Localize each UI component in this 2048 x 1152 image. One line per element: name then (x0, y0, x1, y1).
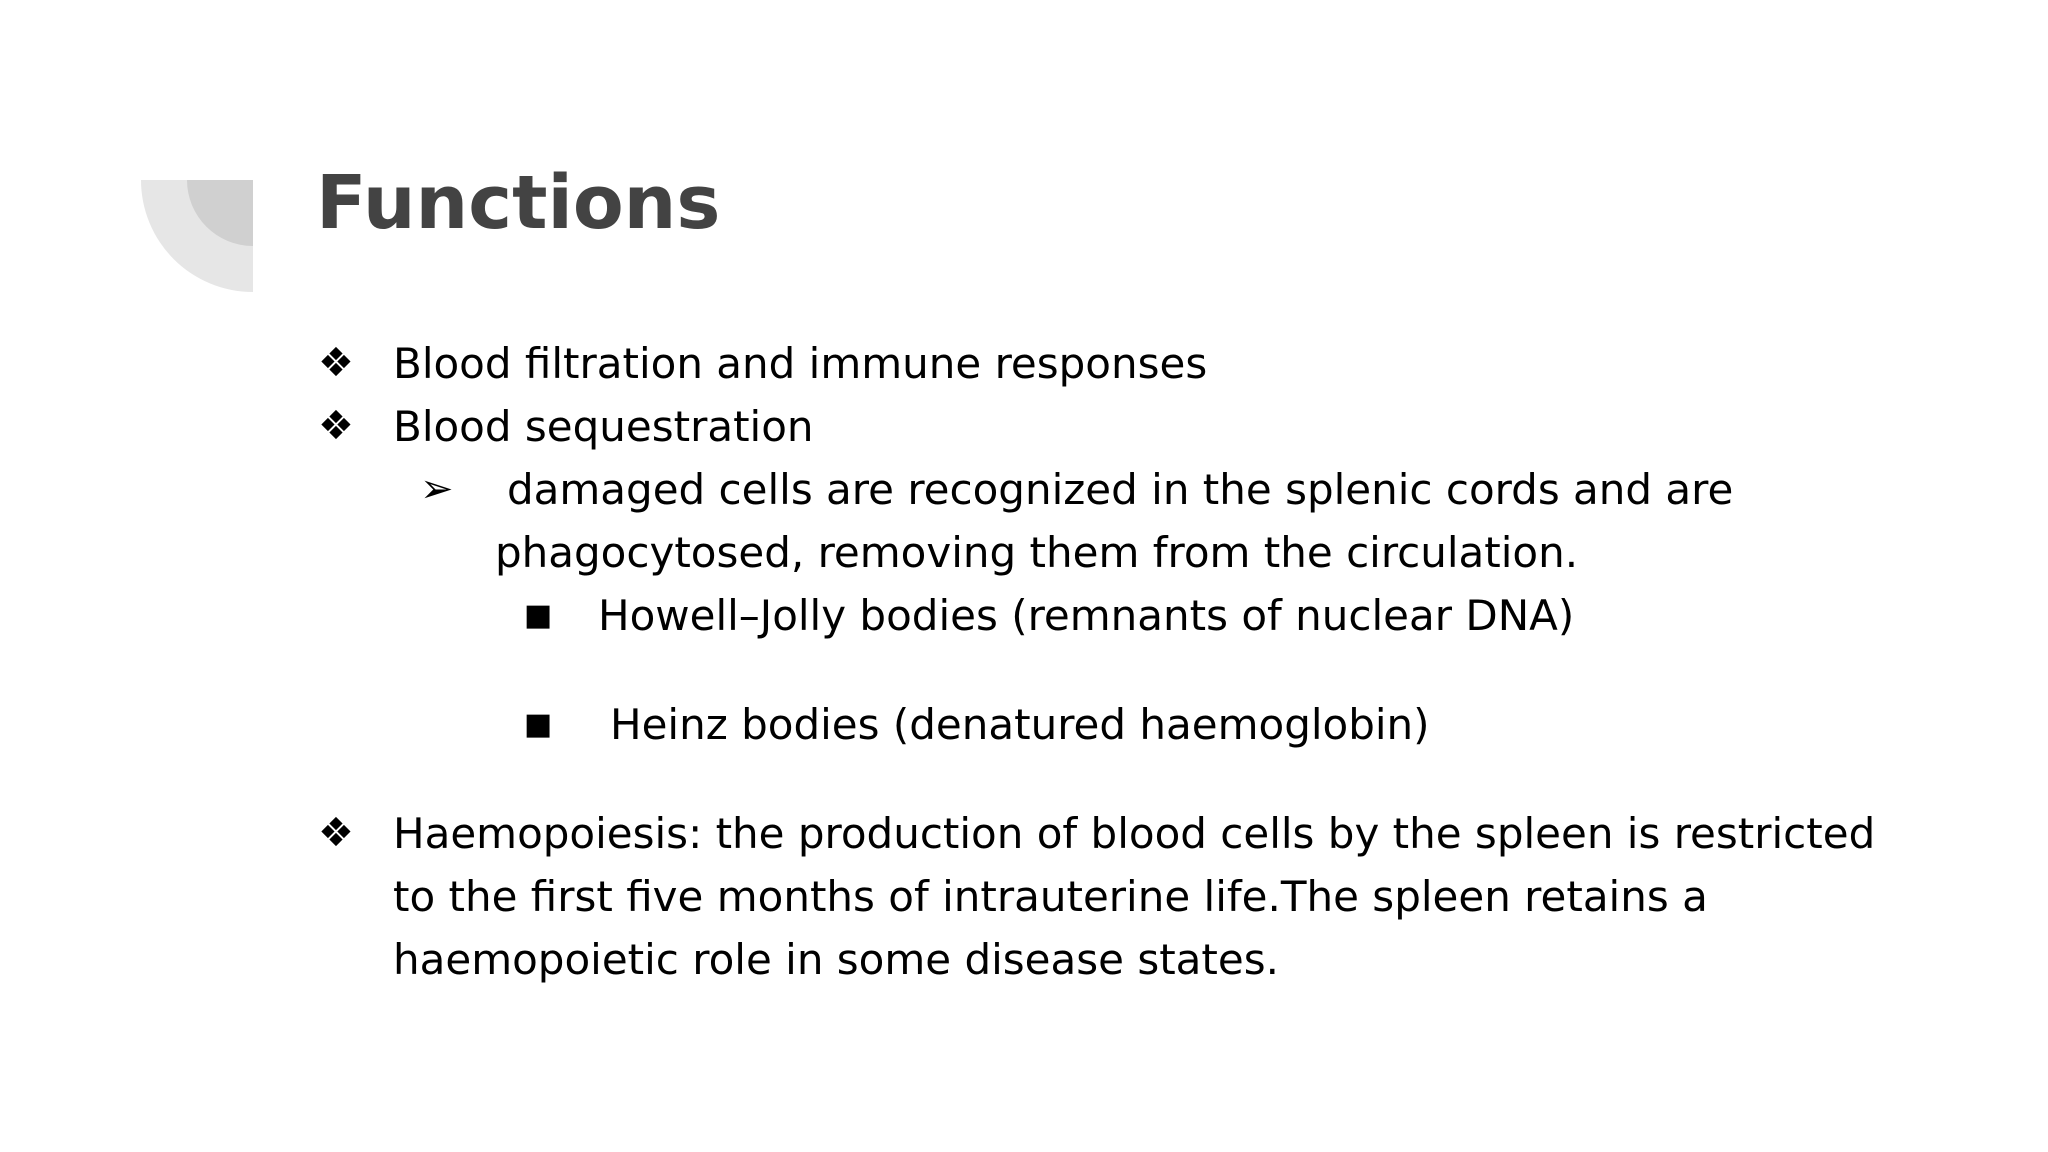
list-item: damaged cells are recognized in the splenic cords and are (507, 465, 1734, 514)
list-item: Heinz bodies (denatured haemoglobin) (610, 700, 1430, 749)
list-item: Blood sequestration (393, 402, 814, 451)
bullet-diamond-icon: ❖ (318, 403, 354, 449)
bullet-square-icon: ■ (524, 598, 553, 633)
list-item: to the first five months of intrauterine life.The spleen retains a (393, 872, 1708, 921)
bullet-diamond-icon: ❖ (318, 810, 354, 856)
page-title: Functions (316, 160, 721, 246)
bullet-diamond-icon: ❖ (318, 340, 354, 386)
bullet-arrow-icon: ➢ (420, 466, 454, 512)
list-item: Howell–Jolly bodies (remnants of nuclear DNA) (598, 591, 1575, 640)
decorative-quarter-circle-icon (141, 180, 253, 292)
list-item: phagocytosed, removing them from the circulation. (495, 528, 1579, 577)
list-item: Blood filtration and immune responses (393, 339, 1208, 388)
list-item: haemopoietic role in some disease states. (393, 935, 1279, 984)
list-item: Haemopoiesis: the production of blood cells by the spleen is restricted (393, 809, 1876, 858)
decorative-shape (141, 180, 253, 292)
bullet-square-icon: ■ (524, 707, 553, 742)
